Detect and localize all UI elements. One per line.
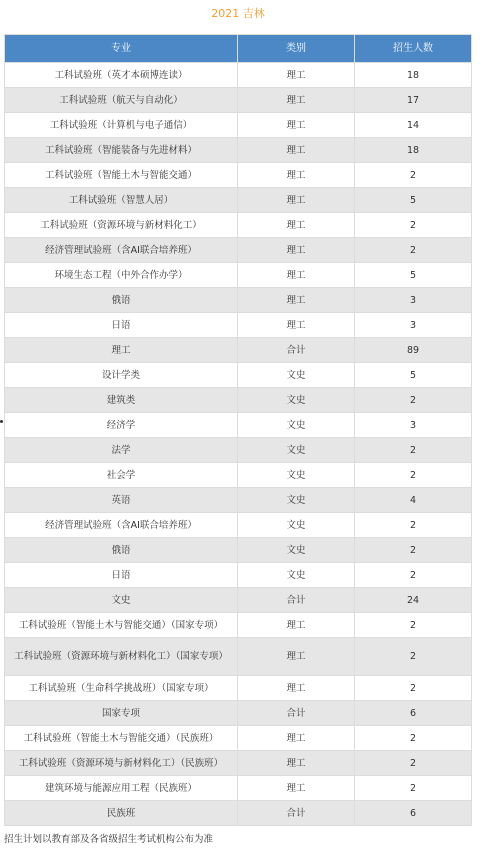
- cell-major: 工科试验班（智能土木与智能交通）（民族班）: [5, 726, 238, 751]
- cell-category: 文史: [238, 563, 355, 588]
- table-row: [5, 613, 472, 638]
- cell-major: 经济学: [5, 413, 238, 438]
- cell-major: 工科试验班（智能土木与智能交通）（国家专项）: [5, 613, 238, 638]
- cell-category: 文史: [238, 413, 355, 438]
- table-row: [5, 413, 472, 438]
- table-row: [5, 163, 472, 188]
- cell-major: 法学: [5, 438, 238, 463]
- table-row: [5, 538, 472, 563]
- cell-major: 日语: [5, 313, 238, 338]
- table-row: [5, 138, 472, 163]
- table-row: [5, 363, 472, 388]
- cell-category: 理工: [238, 113, 355, 138]
- cell-category: 理工: [238, 676, 355, 701]
- table-row: [5, 88, 472, 113]
- cell-count: 2: [355, 726, 472, 751]
- cell-category: 合计: [238, 588, 355, 613]
- cell-category: 合计: [238, 338, 355, 363]
- cell-count: 5: [355, 363, 472, 388]
- table-row: [5, 113, 472, 138]
- cell-category: 理工: [238, 238, 355, 263]
- table-row: [5, 776, 472, 801]
- cell-count: 89: [355, 338, 472, 363]
- cell-category: 文史: [238, 488, 355, 513]
- cell-count: 2: [355, 388, 472, 413]
- cell-count: 2: [355, 751, 472, 776]
- cell-count: 2: [355, 438, 472, 463]
- table-row: [5, 438, 472, 463]
- table-row: [5, 388, 472, 413]
- table-row: [5, 63, 472, 88]
- cell-category: 理工: [238, 188, 355, 213]
- cell-count: 6: [355, 701, 472, 726]
- cell-major: 工科试验班（智能装备与先进材料）: [5, 138, 238, 163]
- cell-category: 理工: [238, 313, 355, 338]
- cell-count: 5: [355, 188, 472, 213]
- table-row: [5, 188, 472, 213]
- cell-count: 17: [355, 88, 472, 113]
- cell-major: 理工: [5, 338, 238, 363]
- cell-major: 俄语: [5, 538, 238, 563]
- cell-count: 3: [355, 413, 472, 438]
- cell-count: 3: [355, 288, 472, 313]
- cell-category: 理工: [238, 63, 355, 88]
- cell-count: 2: [355, 538, 472, 563]
- cell-category: 理工: [238, 726, 355, 751]
- cell-category: 理工: [238, 163, 355, 188]
- table-row: [5, 338, 472, 363]
- table-body: [5, 63, 472, 826]
- cell-major: 英语: [5, 488, 238, 513]
- cell-count: 2: [355, 776, 472, 801]
- cell-major: 工科试验班（生命科学挑战班）（国家专项）: [5, 676, 238, 701]
- cell-major: 工科试验班（资源环境与新材料化工）: [5, 213, 238, 238]
- table-row: [5, 288, 472, 313]
- column-header-category: 类别: [238, 35, 355, 63]
- table-row: [5, 676, 472, 701]
- table-row: [5, 263, 472, 288]
- table-row: [5, 751, 472, 776]
- cell-category: 文史: [238, 438, 355, 463]
- admission-plan-table: [4, 34, 472, 826]
- cell-count: 14: [355, 113, 472, 138]
- cell-count: 2: [355, 613, 472, 638]
- cell-category: 理工: [238, 88, 355, 113]
- column-header-major: 专业: [5, 35, 238, 63]
- cell-major: 经济管理试验班（含AI联合培养班）: [5, 513, 238, 538]
- table-row: [5, 463, 472, 488]
- cell-major: 民族班: [5, 801, 238, 826]
- bullet-dot: [0, 420, 3, 423]
- cell-major: 设计学类: [5, 363, 238, 388]
- cell-category: 理工: [238, 138, 355, 163]
- cell-major: 工科试验班（计算机与电子通信）: [5, 113, 238, 138]
- cell-category: 文史: [238, 463, 355, 488]
- cell-count: 6: [355, 801, 472, 826]
- cell-major: 建筑类: [5, 388, 238, 413]
- cell-category: 理工: [238, 288, 355, 313]
- cell-major: 建筑环境与能源应用工程（民族班）: [5, 776, 238, 801]
- cell-category: 理工: [238, 638, 355, 676]
- cell-count: 2: [355, 213, 472, 238]
- cell-major: 工科试验班（资源环境与新材料化工）（民族班）: [5, 751, 238, 776]
- cell-major: 国家专项: [5, 701, 238, 726]
- footnote: 招生计划以教育部及各省级招生考试机构公布为准: [4, 834, 214, 845]
- cell-major: 工科试验班（英才本硕博连读）: [5, 63, 238, 88]
- cell-category: 文史: [238, 513, 355, 538]
- cell-count: 2: [355, 163, 472, 188]
- cell-major: 经济管理试验班（含AI联合培养班）: [5, 238, 238, 263]
- cell-major: 文史: [5, 588, 238, 613]
- cell-count: 2: [355, 463, 472, 488]
- cell-category: 文史: [238, 538, 355, 563]
- table-row: [5, 726, 472, 751]
- cell-category: 文史: [238, 388, 355, 413]
- cell-count: 2: [355, 238, 472, 263]
- table-row: [5, 638, 472, 676]
- cell-category: 理工: [238, 751, 355, 776]
- cell-category: 理工: [238, 613, 355, 638]
- page-title: 2021 吉林: [211, 7, 265, 20]
- cell-category: 理工: [238, 776, 355, 801]
- cell-count: 2: [355, 563, 472, 588]
- cell-count: 18: [355, 63, 472, 88]
- cell-major: 日语: [5, 563, 238, 588]
- cell-count: 2: [355, 676, 472, 701]
- column-header-count: 招生人数: [355, 35, 472, 63]
- cell-category: 合计: [238, 801, 355, 826]
- table-row: [5, 238, 472, 263]
- cell-major: 工科试验班（资源环境与新材料化工）（国家专项）: [5, 638, 238, 676]
- cell-count: 4: [355, 488, 472, 513]
- table-header-row: [5, 35, 472, 63]
- cell-category: 文史: [238, 363, 355, 388]
- cell-major: 俄语: [5, 288, 238, 313]
- table-row: [5, 488, 472, 513]
- cell-count: 18: [355, 138, 472, 163]
- cell-category: 合计: [238, 701, 355, 726]
- cell-major: 环境生态工程（中外合作办学）: [5, 263, 238, 288]
- cell-category: 理工: [238, 263, 355, 288]
- cell-count: 2: [355, 513, 472, 538]
- table-row: [5, 313, 472, 338]
- cell-count: 3: [355, 313, 472, 338]
- table-row: [5, 513, 472, 538]
- cell-count: 2: [355, 638, 472, 676]
- table-row: [5, 588, 472, 613]
- cell-count: 5: [355, 263, 472, 288]
- table-row: [5, 213, 472, 238]
- table-row: [5, 701, 472, 726]
- cell-major: 工科试验班（智能土木与智能交通）: [5, 163, 238, 188]
- cell-major: 工科试验班（航天与自动化）: [5, 88, 238, 113]
- cell-major: 工科试验班（智慧人居）: [5, 188, 238, 213]
- table-row: [5, 801, 472, 826]
- cell-category: 理工: [238, 213, 355, 238]
- table-row: [5, 563, 472, 588]
- cell-count: 24: [355, 588, 472, 613]
- cell-major: 社会学: [5, 463, 238, 488]
